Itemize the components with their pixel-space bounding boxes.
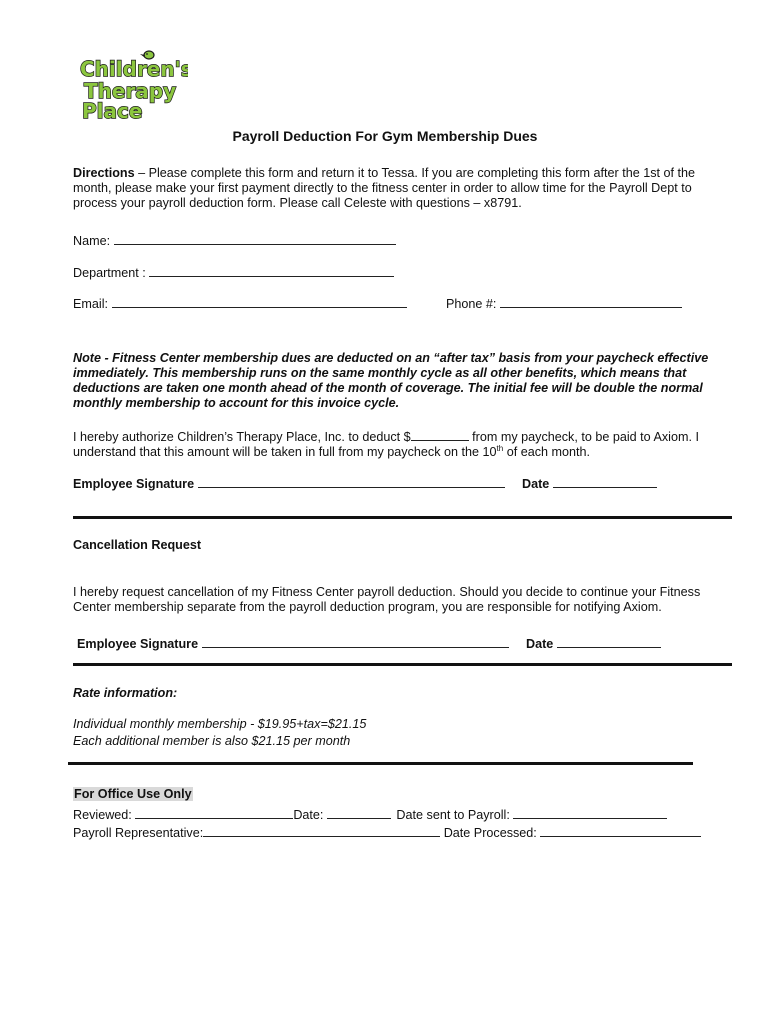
logo-text-line1: Children's (80, 57, 188, 81)
authorize-sup: th (496, 443, 504, 453)
name-row (73, 232, 396, 248)
email-field[interactable] (112, 295, 407, 308)
reviewed-field[interactable] (135, 806, 293, 819)
date-processed-field[interactable] (540, 824, 701, 837)
phone-label: Phone #: (446, 297, 497, 311)
reviewed-label: Reviewed: (73, 808, 132, 822)
section-divider-1 (73, 516, 732, 519)
section-divider-2 (73, 663, 732, 666)
rate-line-1: Individual monthly membership - $19.95+tax=$21.15 (73, 717, 367, 731)
date-sent-label: Date sent to Payroll: (396, 808, 510, 822)
department-row (73, 264, 394, 280)
employee-signature-label-2: Employee Signature (77, 637, 199, 651)
date-label-1: Date (522, 477, 550, 491)
date-sent-field[interactable] (513, 806, 667, 819)
phone-row (446, 295, 682, 311)
date-field-1[interactable] (553, 475, 657, 488)
office-date-field[interactable] (327, 806, 391, 819)
note-paragraph: Note - Fitness Center membership dues are deducted on an “after tax” basis from your paycheck effective immediately. This membership runs on the same monthly cycle as all other benefits, which means that deductions are taken one month ahead of the month of coverage. The initial fee will be double the normal monthly membership to account for this invoice cycle. (73, 351, 709, 410)
employee-signature-label-1: Employee Signature (73, 477, 195, 491)
employee-signature-field-1[interactable] (198, 475, 505, 488)
date-field-2[interactable] (557, 635, 661, 648)
directions-paragraph (73, 166, 713, 211)
section-divider-3 (68, 762, 693, 765)
office-row-1 (73, 806, 667, 822)
deduction-amount-field[interactable] (411, 428, 469, 441)
date-row-2 (526, 635, 661, 651)
logo-text-line3: Place (82, 99, 143, 120)
office-row-2 (73, 824, 701, 840)
employee-signature-field-2[interactable] (202, 635, 509, 648)
date-processed-label: Date Processed: (443, 826, 537, 840)
email-row (73, 295, 407, 311)
page-title: Payroll Deduction For Gym Membership Dues (232, 128, 538, 144)
office-use-heading: For Office Use Only (74, 787, 192, 801)
signature-row-2 (77, 635, 509, 651)
cancellation-paragraph: I hereby request cancellation of my Fitness Center payroll deduction. Should you decide to continue your Fitness Center membership separate from the payroll deduction program, you are responsible for notifying Axiom. (73, 585, 701, 614)
department-label: Department : (73, 266, 146, 280)
directions-label: Directions (73, 166, 135, 180)
phone-field[interactable] (500, 295, 682, 308)
authorize-text-3: of each month. (503, 445, 591, 459)
authorize-text-1: I hereby authorize Children’s Therapy Place, Inc. to deduct $ (73, 430, 411, 444)
rate-heading: Rate information: (73, 686, 178, 700)
office-date-label: Date: (293, 808, 324, 822)
payroll-rep-field[interactable] (203, 824, 440, 837)
directions-text: – Please complete this form and return it to Tessa. If you are completing this form after the 1st of the month, please make your first payment directly to the fitness center in order to allow time for the Payroll Dept to process your payroll deduction form. Please call Celeste with questions – x8791. (73, 166, 696, 210)
date-label-2: Date (526, 637, 554, 651)
authorize-text-2: from my paycheck, to be paid to Axiom. I understand that this amount will be taken in full from my paycheck on the 10 (73, 430, 699, 459)
name-label: Name: (73, 234, 111, 248)
cancellation-heading: Cancellation Request (73, 538, 202, 552)
rate-line-2: Each additional member is also $21.15 per month (73, 734, 351, 748)
signature-row-1 (73, 475, 505, 491)
company-logo (76, 46, 188, 120)
authorization-paragraph (73, 428, 723, 460)
date-row-1 (522, 475, 657, 491)
department-field[interactable] (149, 264, 394, 277)
payroll-rep-label: Payroll Representative: (73, 826, 204, 840)
email-label: Email: (73, 297, 108, 311)
name-field[interactable] (114, 232, 396, 245)
logo-text-line2: Therapy (84, 79, 177, 103)
